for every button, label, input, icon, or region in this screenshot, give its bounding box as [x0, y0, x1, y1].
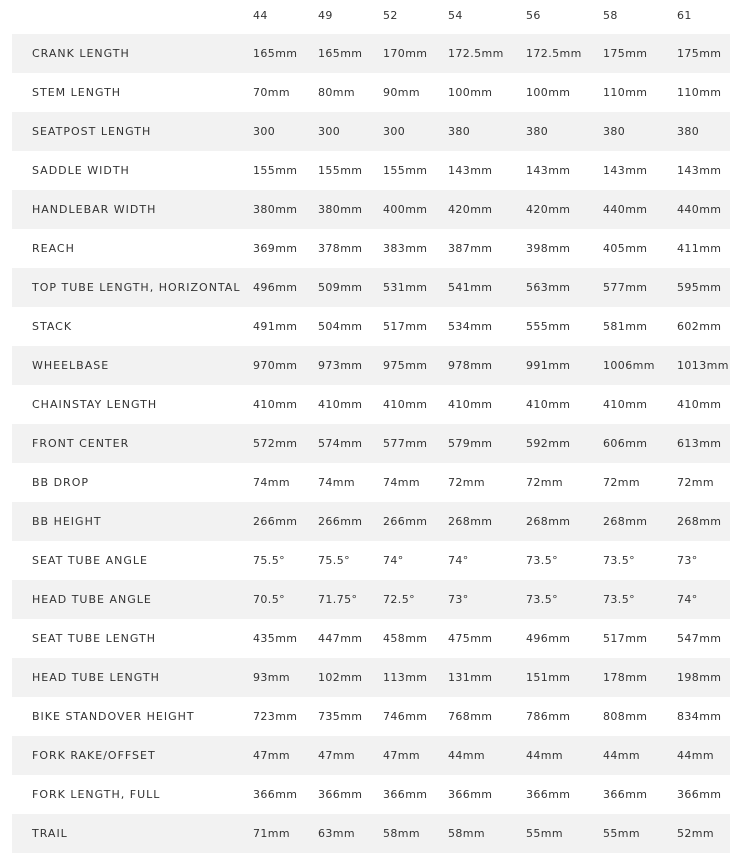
table-row	[12, 658, 730, 697]
row-label: SEAT TUBE ANGLE	[32, 554, 148, 567]
size-header-52: 52	[383, 9, 398, 22]
table-cell: 75.5°	[253, 554, 285, 567]
table-cell: 572mm	[253, 437, 298, 450]
table-cell: 541mm	[448, 281, 493, 294]
table-row	[12, 580, 730, 619]
table-cell: 300	[383, 125, 406, 138]
table-cell: 172.5mm	[526, 47, 582, 60]
table-cell: 387mm	[448, 242, 493, 255]
row-label: SEATPOST LENGTH	[32, 125, 152, 138]
table-cell: 74°	[383, 554, 404, 567]
table-cell: 435mm	[253, 632, 298, 645]
row-label: WHEELBASE	[32, 359, 110, 372]
table-cell: 72mm	[677, 476, 715, 489]
table-cell: 834mm	[677, 710, 722, 723]
table-cell: 268mm	[677, 515, 722, 528]
table-cell: 73°	[677, 554, 698, 567]
table-cell: 131mm	[448, 671, 493, 684]
size-header-54: 54	[448, 9, 463, 22]
table-cell: 491mm	[253, 320, 298, 333]
table-cell: 74mm	[383, 476, 421, 489]
table-cell: 366mm	[603, 788, 648, 801]
table-cell: 410mm	[448, 398, 493, 411]
table-cell: 47mm	[253, 749, 291, 762]
table-cell: 369mm	[253, 242, 298, 255]
table-cell: 411mm	[677, 242, 722, 255]
table-cell: 268mm	[603, 515, 648, 528]
table-cell: 143mm	[677, 164, 722, 177]
table-row	[12, 502, 730, 541]
table-cell: 90mm	[383, 86, 421, 99]
table-cell: 44mm	[448, 749, 486, 762]
table-cell: 496mm	[526, 632, 571, 645]
row-label: STACK	[32, 320, 73, 333]
table-cell: 155mm	[318, 164, 363, 177]
table-row	[12, 151, 730, 190]
table-cell: 746mm	[383, 710, 428, 723]
table-cell: 405mm	[603, 242, 648, 255]
table-cell: 268mm	[526, 515, 571, 528]
table-cell: 143mm	[603, 164, 648, 177]
table-cell: 366mm	[318, 788, 363, 801]
row-label: SADDLE WIDTH	[32, 164, 130, 177]
table-cell: 73.5°	[603, 593, 635, 606]
table-cell: 74mm	[253, 476, 291, 489]
row-label: FRONT CENTER	[32, 437, 130, 450]
table-cell: 151mm	[526, 671, 571, 684]
table-row	[12, 73, 730, 112]
table-cell: 110mm	[603, 86, 648, 99]
table-cell: 143mm	[448, 164, 493, 177]
table-row	[12, 190, 730, 229]
table-cell: 410mm	[603, 398, 648, 411]
table-cell: 475mm	[448, 632, 493, 645]
size-header-61: 61	[677, 9, 692, 22]
table-cell: 420mm	[448, 203, 493, 216]
table-cell: 73.5°	[603, 554, 635, 567]
table-cell: 496mm	[253, 281, 298, 294]
table-cell: 970mm	[253, 359, 298, 372]
table-cell: 504mm	[318, 320, 363, 333]
table-cell: 266mm	[318, 515, 363, 528]
table-cell: 44mm	[603, 749, 641, 762]
table-cell: 175mm	[677, 47, 722, 60]
table-cell: 58mm	[383, 827, 421, 840]
table-cell: 378mm	[318, 242, 363, 255]
table-cell: 366mm	[526, 788, 571, 801]
row-label: REACH	[32, 242, 75, 255]
table-cell: 52mm	[677, 827, 715, 840]
table-cell: 268mm	[448, 515, 493, 528]
table-cell: 440mm	[603, 203, 648, 216]
row-label: BB DROP	[32, 476, 89, 489]
table-cell: 72mm	[526, 476, 564, 489]
table-cell: 380	[677, 125, 700, 138]
row-label: CRANK LENGTH	[32, 47, 130, 60]
table-cell: 72mm	[603, 476, 641, 489]
row-label: SEAT TUBE LENGTH	[32, 632, 157, 645]
table-row	[12, 697, 730, 736]
table-cell: 73.5°	[526, 554, 558, 567]
table-cell: 723mm	[253, 710, 298, 723]
table-cell: 380	[526, 125, 549, 138]
table-cell: 93mm	[253, 671, 291, 684]
table-cell: 100mm	[448, 86, 493, 99]
table-cell: 72.5°	[383, 593, 415, 606]
row-label: TRAIL	[32, 827, 68, 840]
table-cell: 574mm	[318, 437, 363, 450]
table-cell: 398mm	[526, 242, 571, 255]
table-row	[12, 346, 730, 385]
table-cell: 143mm	[526, 164, 571, 177]
table-cell: 74°	[677, 593, 698, 606]
table-cell: 768mm	[448, 710, 493, 723]
table-row	[12, 385, 730, 424]
table-cell: 63mm	[318, 827, 356, 840]
table-row	[12, 541, 730, 580]
table-cell: 366mm	[448, 788, 493, 801]
table-cell: 595mm	[677, 281, 722, 294]
geometry-rows	[12, 34, 730, 853]
table-cell: 400mm	[383, 203, 428, 216]
table-cell: 165mm	[253, 47, 298, 60]
table-cell: 73°	[448, 593, 469, 606]
table-cell: 581mm	[603, 320, 648, 333]
table-row	[12, 775, 730, 814]
table-cell: 410mm	[383, 398, 428, 411]
table-row	[12, 268, 730, 307]
table-cell: 517mm	[383, 320, 428, 333]
table-cell: 74°	[448, 554, 469, 567]
table-cell: 602mm	[677, 320, 722, 333]
size-header-row	[12, 0, 730, 34]
table-cell: 991mm	[526, 359, 571, 372]
table-cell: 808mm	[603, 710, 648, 723]
table-cell: 555mm	[526, 320, 571, 333]
table-cell: 973mm	[318, 359, 363, 372]
table-cell: 517mm	[603, 632, 648, 645]
table-cell: 366mm	[253, 788, 298, 801]
table-row	[12, 736, 730, 775]
table-cell: 458mm	[383, 632, 428, 645]
table-row	[12, 229, 730, 268]
table-cell: 266mm	[253, 515, 298, 528]
table-cell: 100mm	[526, 86, 571, 99]
table-cell: 577mm	[383, 437, 428, 450]
table-cell: 266mm	[383, 515, 428, 528]
table-cell: 735mm	[318, 710, 363, 723]
table-cell: 509mm	[318, 281, 363, 294]
table-cell: 579mm	[448, 437, 493, 450]
row-label: FORK LENGTH, FULL	[32, 788, 161, 801]
table-cell: 110mm	[677, 86, 722, 99]
row-label: BB HEIGHT	[32, 515, 102, 528]
table-cell: 613mm	[677, 437, 722, 450]
table-cell: 172.5mm	[448, 47, 504, 60]
table-cell: 563mm	[526, 281, 571, 294]
table-cell: 178mm	[603, 671, 648, 684]
table-cell: 71.75°	[318, 593, 358, 606]
table-cell: 978mm	[448, 359, 493, 372]
table-cell: 47mm	[383, 749, 421, 762]
table-cell: 70.5°	[253, 593, 285, 606]
table-row	[12, 307, 730, 346]
table-cell: 606mm	[603, 437, 648, 450]
table-cell: 155mm	[383, 164, 428, 177]
size-header-44: 44	[253, 9, 268, 22]
table-cell: 74mm	[318, 476, 356, 489]
table-cell: 366mm	[677, 788, 722, 801]
geometry-table	[12, 0, 730, 853]
table-cell: 534mm	[448, 320, 493, 333]
table-cell: 786mm	[526, 710, 571, 723]
table-cell: 170mm	[383, 47, 428, 60]
table-cell: 577mm	[603, 281, 648, 294]
table-cell: 47mm	[318, 749, 356, 762]
row-label: BIKE STANDOVER HEIGHT	[32, 710, 195, 723]
table-cell: 300	[253, 125, 276, 138]
table-cell: 380	[603, 125, 626, 138]
table-cell: 975mm	[383, 359, 428, 372]
table-row	[12, 34, 730, 73]
table-cell: 55mm	[603, 827, 641, 840]
size-header-49: 49	[318, 9, 333, 22]
row-label: HEAD TUBE LENGTH	[32, 671, 160, 684]
table-cell: 440mm	[677, 203, 722, 216]
table-cell: 58mm	[448, 827, 486, 840]
table-row	[12, 619, 730, 658]
row-label: STEM LENGTH	[32, 86, 122, 99]
table-cell: 80mm	[318, 86, 356, 99]
row-label: TOP TUBE LENGTH, HORIZONTAL	[32, 281, 241, 294]
table-cell: 72mm	[448, 476, 486, 489]
table-cell: 380	[448, 125, 471, 138]
table-cell: 71mm	[253, 827, 291, 840]
row-label: CHAINSTAY LENGTH	[32, 398, 158, 411]
size-header-58: 58	[603, 9, 618, 22]
table-cell: 165mm	[318, 47, 363, 60]
row-label: FORK RAKE/OFFSET	[32, 749, 156, 762]
table-cell: 300	[318, 125, 341, 138]
row-label: HEAD TUBE ANGLE	[32, 593, 152, 606]
table-cell: 102mm	[318, 671, 363, 684]
table-cell: 366mm	[383, 788, 428, 801]
table-cell: 1006mm	[603, 359, 655, 372]
table-cell: 73.5°	[526, 593, 558, 606]
table-cell: 198mm	[677, 671, 722, 684]
table-row	[12, 814, 730, 853]
table-cell: 55mm	[526, 827, 564, 840]
table-cell: 70mm	[253, 86, 291, 99]
table-cell: 410mm	[318, 398, 363, 411]
table-cell: 410mm	[526, 398, 571, 411]
table-cell: 410mm	[677, 398, 722, 411]
table-cell: 1013mm	[677, 359, 729, 372]
table-cell: 531mm	[383, 281, 428, 294]
table-cell: 447mm	[318, 632, 363, 645]
table-row	[12, 112, 730, 151]
table-cell: 113mm	[383, 671, 428, 684]
table-cell: 175mm	[603, 47, 648, 60]
table-row	[12, 463, 730, 502]
table-cell: 380mm	[253, 203, 298, 216]
size-header-56: 56	[526, 9, 541, 22]
table-cell: 75.5°	[318, 554, 350, 567]
table-cell: 380mm	[318, 203, 363, 216]
table-row	[12, 424, 730, 463]
table-cell: 420mm	[526, 203, 571, 216]
table-cell: 547mm	[677, 632, 722, 645]
table-cell: 155mm	[253, 164, 298, 177]
table-cell: 592mm	[526, 437, 571, 450]
table-cell: 383mm	[383, 242, 428, 255]
row-label: HANDLEBAR WIDTH	[32, 203, 157, 216]
table-cell: 44mm	[677, 749, 715, 762]
table-cell: 410mm	[253, 398, 298, 411]
table-cell: 44mm	[526, 749, 564, 762]
